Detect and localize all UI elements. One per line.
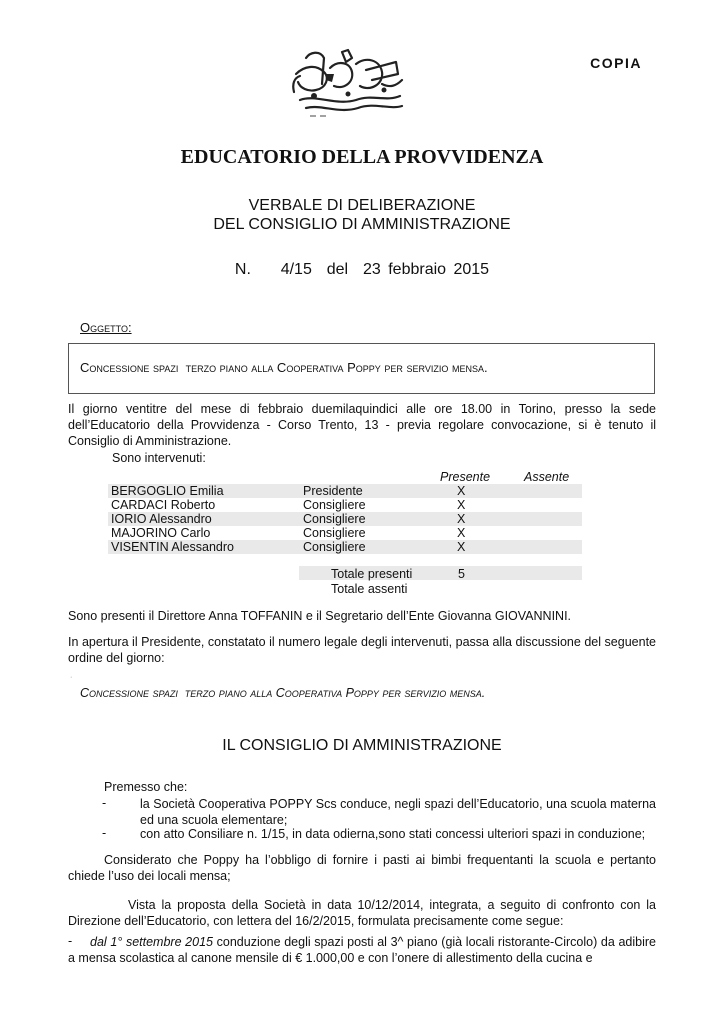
member-name: CARDACI Roberto bbox=[111, 498, 216, 512]
list-dash: - bbox=[68, 934, 73, 948]
member-name: BERGOGLIO Emilia bbox=[111, 484, 224, 498]
document-type bbox=[0, 196, 724, 234]
present-mark: X bbox=[457, 512, 466, 526]
member-row bbox=[108, 540, 582, 554]
council-heading: IL CONSIGLIO DI AMMINISTRAZIONE bbox=[222, 737, 502, 754]
member-name: VISENTIN Alessandro bbox=[111, 540, 234, 554]
subject-label: Oggetto: bbox=[80, 320, 132, 335]
total-present-value: 5 bbox=[458, 567, 465, 581]
document-type-line-2: DEL CONSIGLIO DI AMMINISTRAZIONE bbox=[213, 216, 511, 233]
column-header-present: Presente bbox=[440, 470, 491, 484]
proposal-terms-text: conduzione degli spazi posti al 3^ piano (già locali ristorante-Circolo) da adibire a mensa scolastica al canone mensile di € 1.000,00 e con l’onere di allestimento della cucina e bbox=[68, 935, 656, 965]
intro-paragraph bbox=[68, 401, 656, 449]
present-mark: X bbox=[457, 498, 466, 512]
present-mark: X bbox=[457, 526, 466, 540]
list-dash: - bbox=[102, 796, 107, 810]
governing-body: Consiglio di Amministrazione bbox=[68, 434, 228, 448]
column-header-absent: Assente bbox=[524, 470, 570, 484]
intro-text: del mese di bbox=[167, 402, 258, 416]
member-row bbox=[108, 526, 582, 540]
start-date: dal 1° settembre 2015 bbox=[90, 935, 213, 949]
document-type-line-1: VERBALE DI DELIBERAZIONE bbox=[248, 197, 476, 214]
present-mark: X bbox=[457, 540, 466, 554]
intro-text: in Torino, presso la sede dell’Educatorio della Provvidenza - Corso Trento, 13 - previa regolare convocazione, si è tenuto il bbox=[68, 402, 656, 432]
member-name: MAJORINO Carlo bbox=[111, 526, 211, 540]
subject-text: Concessione spazi terzo piano alla Cooperativa Poppy per servizio mensa. bbox=[80, 360, 488, 375]
proposal-terms bbox=[68, 934, 656, 966]
attendees-label: Sono intervenuti: bbox=[112, 451, 206, 465]
member-role: Consigliere bbox=[303, 498, 366, 512]
list-dash: - bbox=[102, 826, 107, 840]
intro-text: . bbox=[227, 434, 232, 448]
list-item: la Società Cooperativa POPPY Scs conduce, negli spazi dell’Educatorio, una scuola materna ed una scuola elementare; bbox=[140, 797, 656, 827]
member-role: Consigliere bbox=[303, 526, 366, 540]
deliberation-number: N. 4/15 del 23 febbraio 2015 bbox=[234, 261, 490, 278]
whereas-label: Premesso che: bbox=[104, 780, 188, 794]
member-row bbox=[108, 498, 582, 512]
organization-title: EDUCATORIO DELLA PROVVIDENZA bbox=[180, 146, 544, 168]
member-name: IORIO Alessandro bbox=[111, 512, 212, 526]
total-absent-label: Totale assenti bbox=[331, 582, 408, 596]
considered-paragraph: Considerato che Poppy ha l’obbligo di fornire i pasti ai bimbi frequentanti la scuola e pertanto chiede l’uso dei locali mensa; bbox=[68, 853, 656, 883]
member-role: Consigliere bbox=[303, 512, 366, 526]
member-row bbox=[108, 484, 582, 498]
member-row bbox=[108, 512, 582, 526]
proposal-paragraph: Vista la proposta della Società in data 10/12/2014, integrata, a seguito di confronto con la Direzione dell’Educatorio, con lettera del 16/2/2015, formulata precisamente come segue: bbox=[68, 898, 656, 928]
present-mark: X bbox=[457, 484, 466, 498]
member-role: Consigliere bbox=[303, 540, 366, 554]
meeting-day: ventitre bbox=[126, 402, 167, 416]
meeting-month: febbraio duemilaquindici bbox=[257, 402, 398, 416]
also-present-paragraph: Sono presenti il Direttore Anna TOFFANIN e il Segretario dell’Ente Giovanna GIOVANNINI. bbox=[68, 609, 572, 623]
intro-text: alle ore bbox=[397, 402, 461, 416]
meeting-hour: 18.00 bbox=[460, 402, 493, 416]
member-role: Presidente bbox=[303, 484, 363, 498]
intro-text: Il giorno bbox=[68, 402, 126, 416]
opening-paragraph: In apertura il Presidente, constatato il numero legale degli intervenuti, passa alla discussione del seguente ordine del giorno: bbox=[68, 635, 656, 665]
copy-label: COPIA bbox=[590, 55, 642, 71]
list-item: con atto Consiliare n. 1/15, in data odierna,sono stati concessi ulteriori spazi in conduzione; bbox=[140, 827, 646, 841]
institution-logo bbox=[286, 44, 408, 124]
total-present-label: Totale presenti bbox=[331, 567, 413, 581]
agenda-item: Concessione spazi terzo piano alla Cooperativa Poppy per servizio mensa. bbox=[80, 686, 486, 700]
margin-mark: · bbox=[70, 674, 73, 681]
